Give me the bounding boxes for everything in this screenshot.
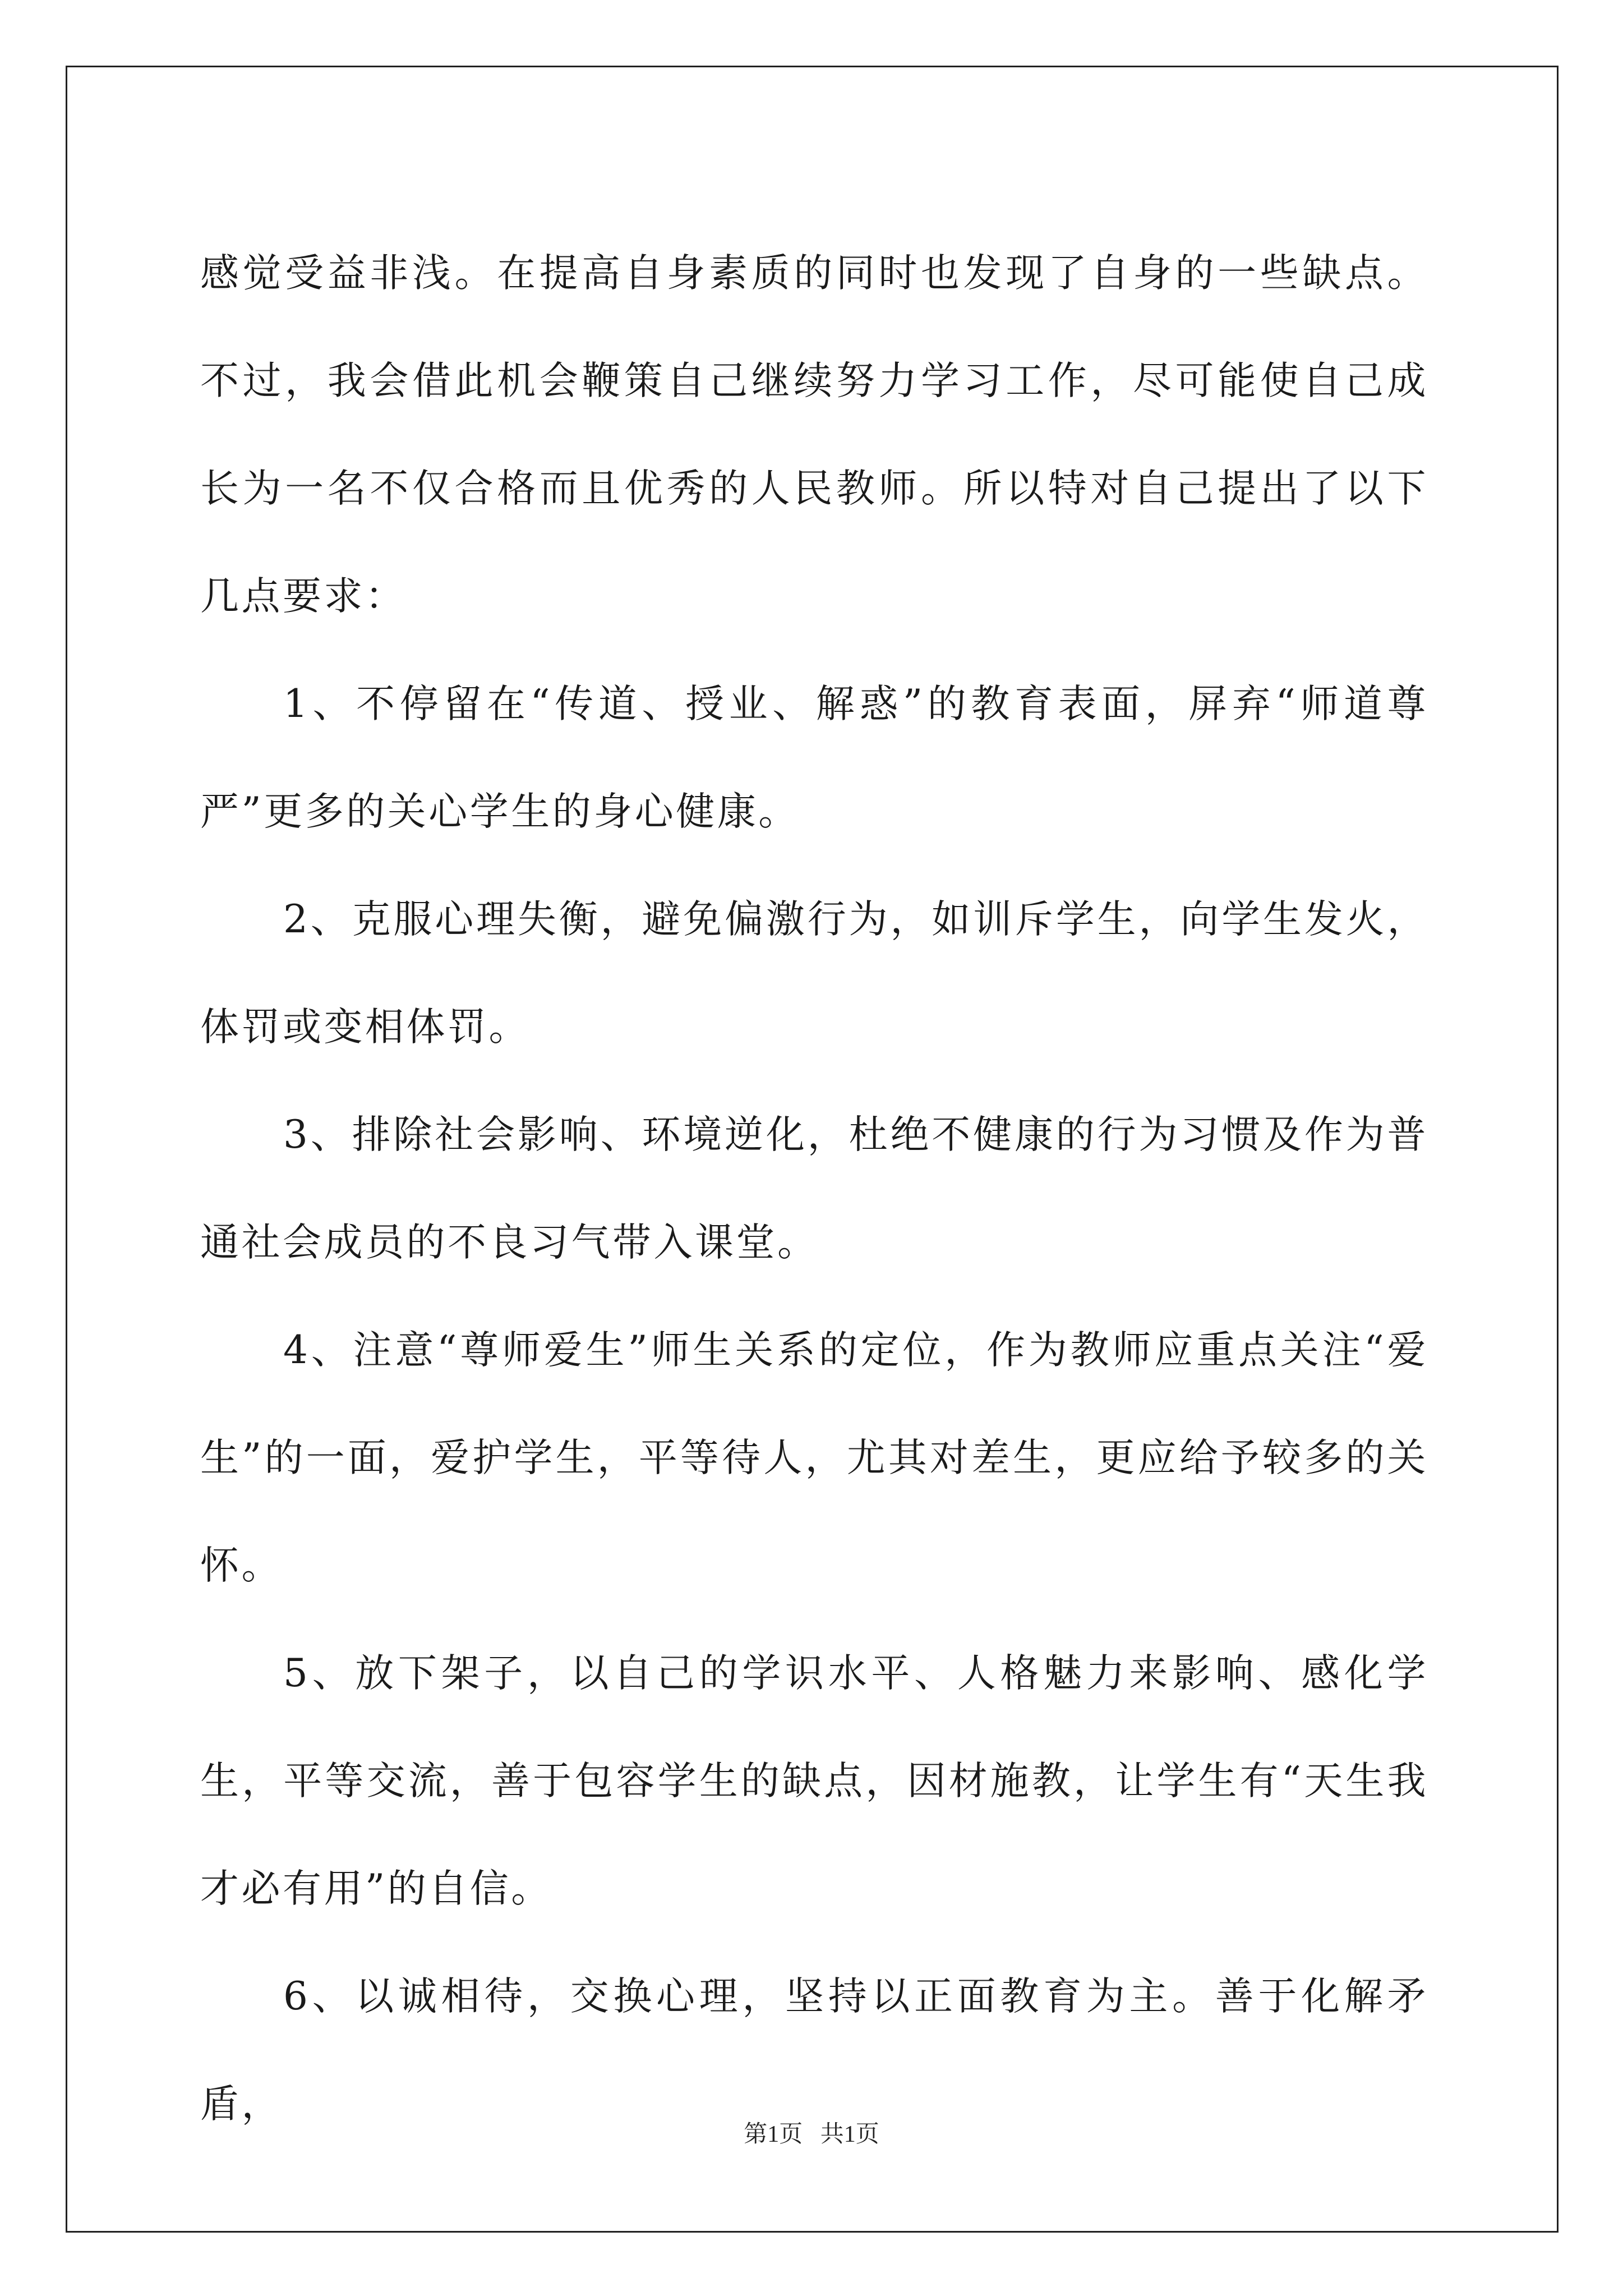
paragraph: 6、以诚相待，交换心理，坚持以正面教育为主。善于化解矛盾， (200, 1974, 1428, 2127)
paragraph: 3、排除社会影响、环境逆化，杜绝不健康的行为习惯及作为普通社会成员的不良习气带入课堂。 (200, 1112, 1428, 1265)
page-number: 第1页 (744, 2122, 803, 2147)
paragraph: 1、不停留在“传道、授业、解惑”的教育表面，屏弃“师道尊严”更多的关心学生的身心健康。 (200, 682, 1428, 834)
page-total: 共1页 (820, 2122, 879, 2147)
page-footer (0, 2118, 1623, 2151)
paragraph: 5、放下架子，以自己的学识水平、人格魅力来影响、感化学生，平等交流，善于包容学生的缺点，因材施教，让学生有“天生我才必有用”的自信。 (200, 1651, 1428, 1911)
paragraph: 感觉受益非浅。在提高自身素质的同时也发现了自身的一些缺点。不过，我会借此机会鞭策自己继续努力学习工作，尽可能使自己成长为一名不仅合格而且优秀的人民教师。所以特对自己提出了以下几点要求： (200, 251, 1428, 619)
paragraph: 2、克服心理失衡，避免偏激行为，如训斥学生，向学生发火，体罚或变相体罚。 (200, 897, 1428, 1050)
document-body (200, 219, 1428, 2158)
paragraph: 4、注意“尊师爱生”师生关系的定位，作为教师应重点关注“爱生”的一面，爱护学生，平等待人，尤其对差生，更应给予较多的关怀。 (200, 1328, 1428, 1588)
